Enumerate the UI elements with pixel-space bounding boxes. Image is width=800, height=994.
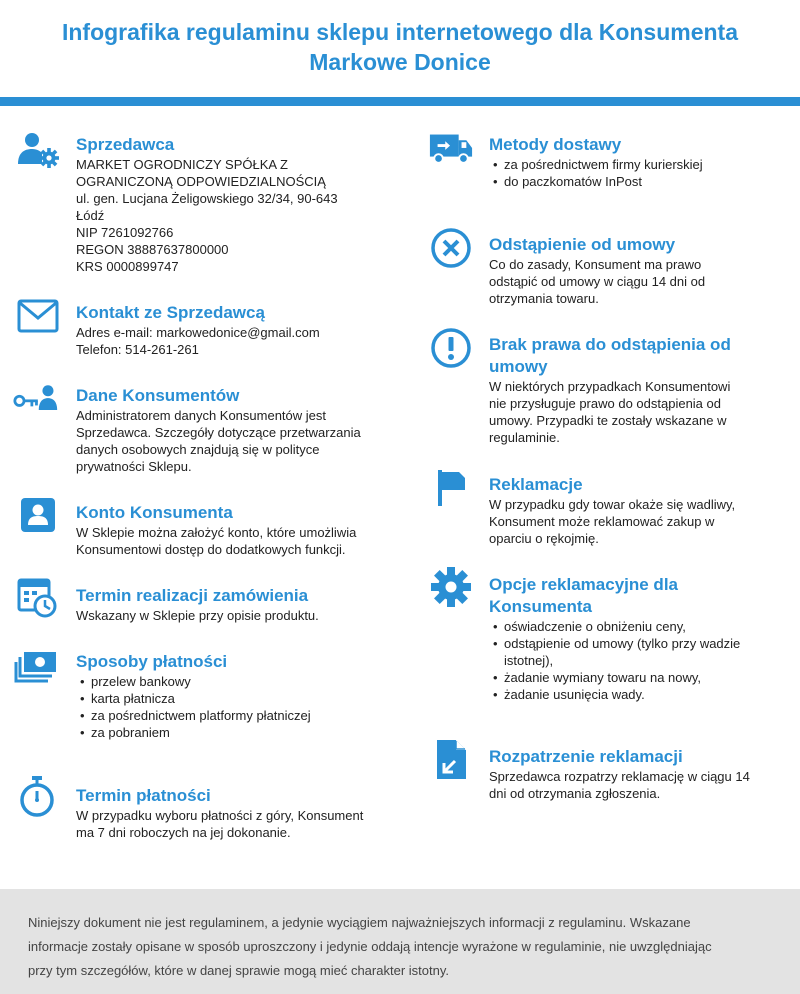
section-title: Kontakt ze Sprzedawcą	[76, 303, 265, 322]
section-title-line-1: Opcje reklamacyjne dla	[489, 575, 678, 594]
user-gear-icon	[14, 128, 60, 174]
text-line: ul. gen. Lucjana Żeligowskiego 32/34, 90-643	[76, 191, 338, 206]
key-user-icon	[13, 376, 59, 422]
section-payment-methods	[76, 651, 396, 741]
text-line: Konsument może reklamować zakup w	[489, 514, 715, 529]
text-line: nie przysługuje prawo do odstąpienia od	[489, 396, 721, 411]
text-line: W niektórych przypadkach Konsumentowi	[489, 379, 731, 394]
stopwatch-icon	[14, 774, 60, 820]
section-no-withdrawal	[489, 334, 789, 446]
page-title-line-2: Markowe Donice	[309, 49, 491, 75]
money-icon	[14, 643, 60, 689]
text-line: OGRANICZONĄ ODPOWIEDZIALNOŚCIĄ	[76, 174, 326, 189]
section-title: Konto Konsumenta	[76, 503, 233, 522]
text-line: danych osobowych znajdują się w polityce	[76, 442, 320, 457]
section-contact	[76, 302, 396, 358]
page-title-line-1: Infografika regulaminu sklepu internetowego dla Konsumenta	[61, 19, 739, 45]
text-line: Sprzedawca. Szczegóły dotyczące przetwarzania	[76, 425, 361, 440]
section-delivery	[489, 134, 789, 190]
section-title: Termin realizacji zamówienia	[76, 586, 309, 605]
list-item: • za pośrednictwem platformy płatniczej	[78, 707, 396, 724]
disclaimer-line: informacje zostały opisane w sposób uproszczony i jedynie oddają intencje wyrażone w regulaminie, nie uwzględniając	[28, 939, 712, 954]
text-line: W przypadku gdy towar okaże się wadliwy,	[489, 497, 736, 512]
exclamation-circle-icon	[428, 325, 474, 371]
header-divider	[0, 97, 800, 106]
section-title: Odstąpienie od umowy	[489, 235, 676, 254]
section-consumer-data	[76, 385, 396, 475]
disclaimer-footer	[0, 889, 800, 994]
list-item: • za pośrednictwem firmy kurierskiej	[491, 156, 789, 173]
text-line: prywatności Sklepu.	[76, 459, 192, 474]
section-body	[489, 768, 789, 802]
text-line: dni od otrzymania zgłoszenia.	[489, 786, 661, 801]
text-line: Wskazany w Sklepie przy opisie produktu.	[76, 608, 319, 623]
section-body	[76, 156, 396, 275]
section-body	[489, 496, 789, 547]
contact-email: Adres e-mail: markowedonice@gmail.com	[76, 325, 320, 340]
list-item: • przelew bankowy	[78, 673, 396, 690]
section-title: Termin płatności	[76, 786, 211, 805]
text-line: odstąpić od umowy w ciągu 14 dni od	[489, 274, 706, 289]
section-body	[76, 807, 396, 841]
text-line: Co do zasady, Konsument ma prawo	[489, 257, 702, 272]
section-title: Metody dostawy	[489, 135, 622, 154]
section-body	[76, 524, 396, 558]
list-item: • żadanie wymiany towaru na nowy,	[491, 669, 774, 686]
section-title: Dane Konsumentów	[76, 386, 240, 405]
section-body	[76, 607, 396, 624]
text-line: Łódź	[76, 208, 105, 223]
x-circle-icon	[428, 225, 474, 271]
section-title: Sprzedawca	[76, 135, 175, 154]
section-body	[76, 407, 396, 475]
disclaimer-line: przy tym szczegółów, które w danej sprawie mogą mieć charakter istotny.	[28, 963, 449, 978]
text-line: otrzymania towaru.	[489, 291, 599, 306]
text-line: regulaminie.	[489, 430, 560, 445]
list-item: • oświadczenie o obniżeniu ceny,	[491, 618, 774, 635]
header	[0, 0, 800, 97]
truck-icon	[428, 124, 474, 170]
section-seller	[76, 134, 396, 275]
list-item: • do paczkomatów InPost	[491, 173, 789, 190]
section-title-line-2: Konsumenta	[489, 597, 592, 616]
section-withdrawal	[489, 234, 789, 307]
text-line: NIP 7261092766	[76, 225, 174, 240]
text-line: umowy. Przypadki te zostały wskazane w	[489, 413, 727, 428]
delivery-methods-list	[489, 156, 789, 190]
section-title	[489, 334, 789, 378]
document-arrow-icon	[428, 737, 474, 783]
flag-icon	[428, 463, 474, 509]
section-title-line-2: umowy	[489, 357, 548, 376]
list-item: • odstąpienie od umowy (tylko przy wadzie istotnej),	[491, 635, 774, 669]
list-item: • żadanie usunięcia wady.	[491, 686, 774, 703]
text-line: W przypadku wyboru płatności z góry, Konsument	[76, 808, 364, 823]
section-title: Rozpatrzenie reklamacji	[489, 747, 683, 766]
text-line: KRS 0000899747	[76, 259, 179, 274]
section-body	[76, 324, 396, 358]
gear-icon	[428, 564, 474, 610]
text-line: Sprzedawca rozpatrzy reklamację w ciągu 14	[489, 769, 750, 784]
section-payment-time	[76, 785, 396, 841]
section-order-time	[76, 585, 396, 624]
complaint-options-list	[489, 618, 774, 703]
section-title	[489, 574, 789, 618]
account-icon	[15, 492, 61, 538]
text-line: ma 7 dni roboczych na jej dokonanie.	[76, 825, 291, 840]
section-body	[489, 378, 789, 446]
envelope-icon	[15, 293, 61, 339]
section-complaint-options	[489, 574, 789, 703]
section-account	[76, 502, 396, 558]
section-body	[489, 256, 789, 307]
section-title-line-1: Brak prawa do odstąpienia od	[489, 335, 731, 354]
text-line: W Sklepie można założyć konto, które umożliwia	[76, 525, 357, 540]
section-title: Sposoby płatności	[76, 652, 228, 671]
list-item: • za pobraniem	[78, 724, 396, 741]
text-line: REGON 38887637800000	[76, 242, 229, 257]
payment-methods-list	[76, 673, 396, 741]
text-line: MARKET OGRODNICZY SPÓŁKA Z	[76, 157, 288, 172]
disclaimer-line: Niniejszy dokument nie jest regulaminem, a jedynie wyciągiem najważniejszych informacji z regulaminu. Wskazane	[28, 915, 691, 930]
section-complaints	[489, 474, 789, 547]
text-line: oparciu o rękojmię.	[489, 531, 599, 546]
list-item: • karta płatnicza	[78, 690, 396, 707]
section-complaint-review	[489, 746, 789, 802]
section-title: Reklamacje	[489, 475, 583, 494]
contact-phone: Telefon: 514-261-261	[76, 342, 199, 357]
text-line: Konsumentowi dostęp do dodatkowych funkcji.	[76, 542, 346, 557]
calendar-clock-icon	[14, 575, 60, 621]
page-title	[0, 17, 800, 77]
disclaimer-text	[28, 911, 773, 983]
text-line: Administratorem danych Konsumentów jest	[76, 408, 327, 423]
